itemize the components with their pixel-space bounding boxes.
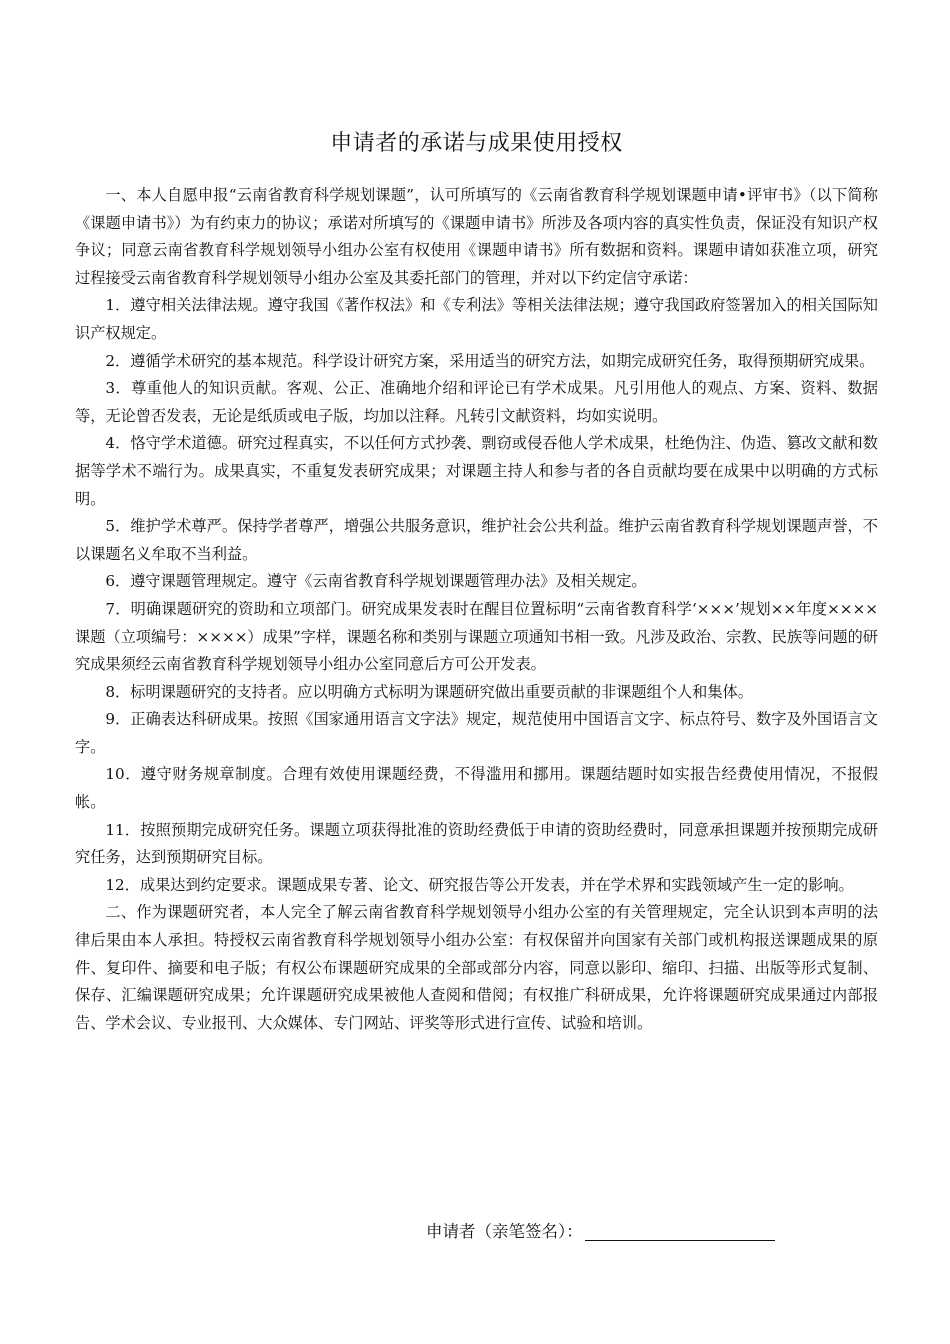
commitment-item-8: 8．标明课题研究的支持者。应以明确方式标明为课题研究做出重要贡献的非课题组个人和集体。 bbox=[105, 682, 753, 701]
commitment-item-5: 5．维护学术尊严。保持学者尊严，增强公共服务意识，维护社会公共利益。维护云南省教育科学规划课题声誉，不以课题名义牟取不当利益。 bbox=[75, 517, 878, 563]
commitment-item-10: 10．遵守财务规章制度。合理有效使用课题经费，不得滥用和挪用。课题结题时如实报告经费使用情况，不报假帐。 bbox=[75, 765, 878, 812]
authorization-paragraph: 二、作为课题研究者，本人完全了解云南省教育科学规划领导小组办公室的有关管理规定，完全认识到本声明的法律后果由本人承担。特授权云南省教育科学规划领导小组办公室：有权保留并向国家有关部门或机构报送课题成果的原件、复印件、摘要和电子版；有权公布课题研究成果的全部或部分内容，同意以影印、缩印、扫描、出版等形式复制、保存、汇编课题研究成果；允许课题研究成果被他人查阅和借阅；有权推广科研成果，允许将课题研究成果通过内部报告、学术会议、专业报刊、大众媒体、专门网站、评奖等形式进行宣传、试验和培训。 bbox=[75, 903, 878, 1032]
commitment-item-9: 9．正确表达科研成果。按照《国家通用语言文字法》规定，规范使用中国语言文字、标点符号、数字及外国语言文字。 bbox=[75, 710, 878, 756]
page-title: 申请者的承诺与成果使用授权 bbox=[330, 131, 623, 156]
signature-label: 申请者（亲笔签名）： bbox=[426, 1222, 583, 1241]
commitment-item-11: 11．按照预期完成研究任务。课题立项获得批准的资助经费低于申请的资助经费时，同意承担课题并按预期完成研究任务，达到预期研究目标。 bbox=[75, 820, 878, 867]
commitment-item-3: 3．尊重他人的知识贡献。客观、公正、准确地介绍和评论已有学术成果。凡引用他人的观点、方案、资料、数据等，无论曾否发表，无论是纸质或电子版，均加以注释。凡转引文献资料，均如实说明。 bbox=[75, 379, 878, 425]
signature-block bbox=[426, 1218, 775, 1246]
commitment-item-2: 2．遵循学术研究的基本规范。科学设计研究方案，采用适当的研究方法，如期完成研究任务，取得预期研究成果。 bbox=[105, 351, 875, 370]
commitment-item-12: 12．成果达到约定要求。课题成果专著、论文、研究报告等公开发表，并在学术界和实践领域产生一定的影响。 bbox=[105, 875, 854, 894]
commitment-item-7: 7．明确课题研究的资助和立项部门。研究成果发表时在醒目位置标明“云南省教育科学‘×××’规划××年度××××课题（立项编号：××××）成果”字样，课题名称和类别与课题立项通知书相一致。凡涉及政治、宗教、民族等问题的研究成果须经云南省教育科学规划领导小组办公室同意后方可公开发表。 bbox=[75, 599, 878, 674]
commitment-item-1: 1．遵守相关法律法规。遵守我国《著作权法》和《专利法》等相关法律法规；遵守我国政府签署加入的相关国际知识产权规定。 bbox=[75, 296, 878, 342]
intro-paragraph: 一、本人自愿申报“云南省教育科学规划课题”，认可所填写的《云南省教育科学规划课题申请•评审书》（以下简称《课题申请书》）为有约束力的协议；承诺对所填写的《课题申请书》所涉及各项内容的真实性负责，保证没有知识产权争议；同意云南省教育科学规划领导小组办公室有权使用《课题申请书》所有数据和资料。课题申请如获准立项，研究过程接受云南省教育科学规划领导小组办公室及其委托部门的管理，并对以下约定信守承诺： bbox=[75, 186, 878, 287]
commitment-item-4: 4．恪守学术道德。研究过程真实，不以任何方式抄袭、剽窃或侵吞他人学术成果，杜绝伪注、伪造、篡改文献和数据等学术不端行为。成果真实，不重复发表研究成果；对课题主持人和参与者的各自贡献均要在成果中以明确的方式标明。 bbox=[75, 434, 878, 508]
commitment-item-6: 6．遵守课题管理规定。遵守《云南省教育科学规划课题管理办法》及相关规定。 bbox=[105, 572, 647, 591]
signature-line[interactable] bbox=[585, 1220, 775, 1241]
